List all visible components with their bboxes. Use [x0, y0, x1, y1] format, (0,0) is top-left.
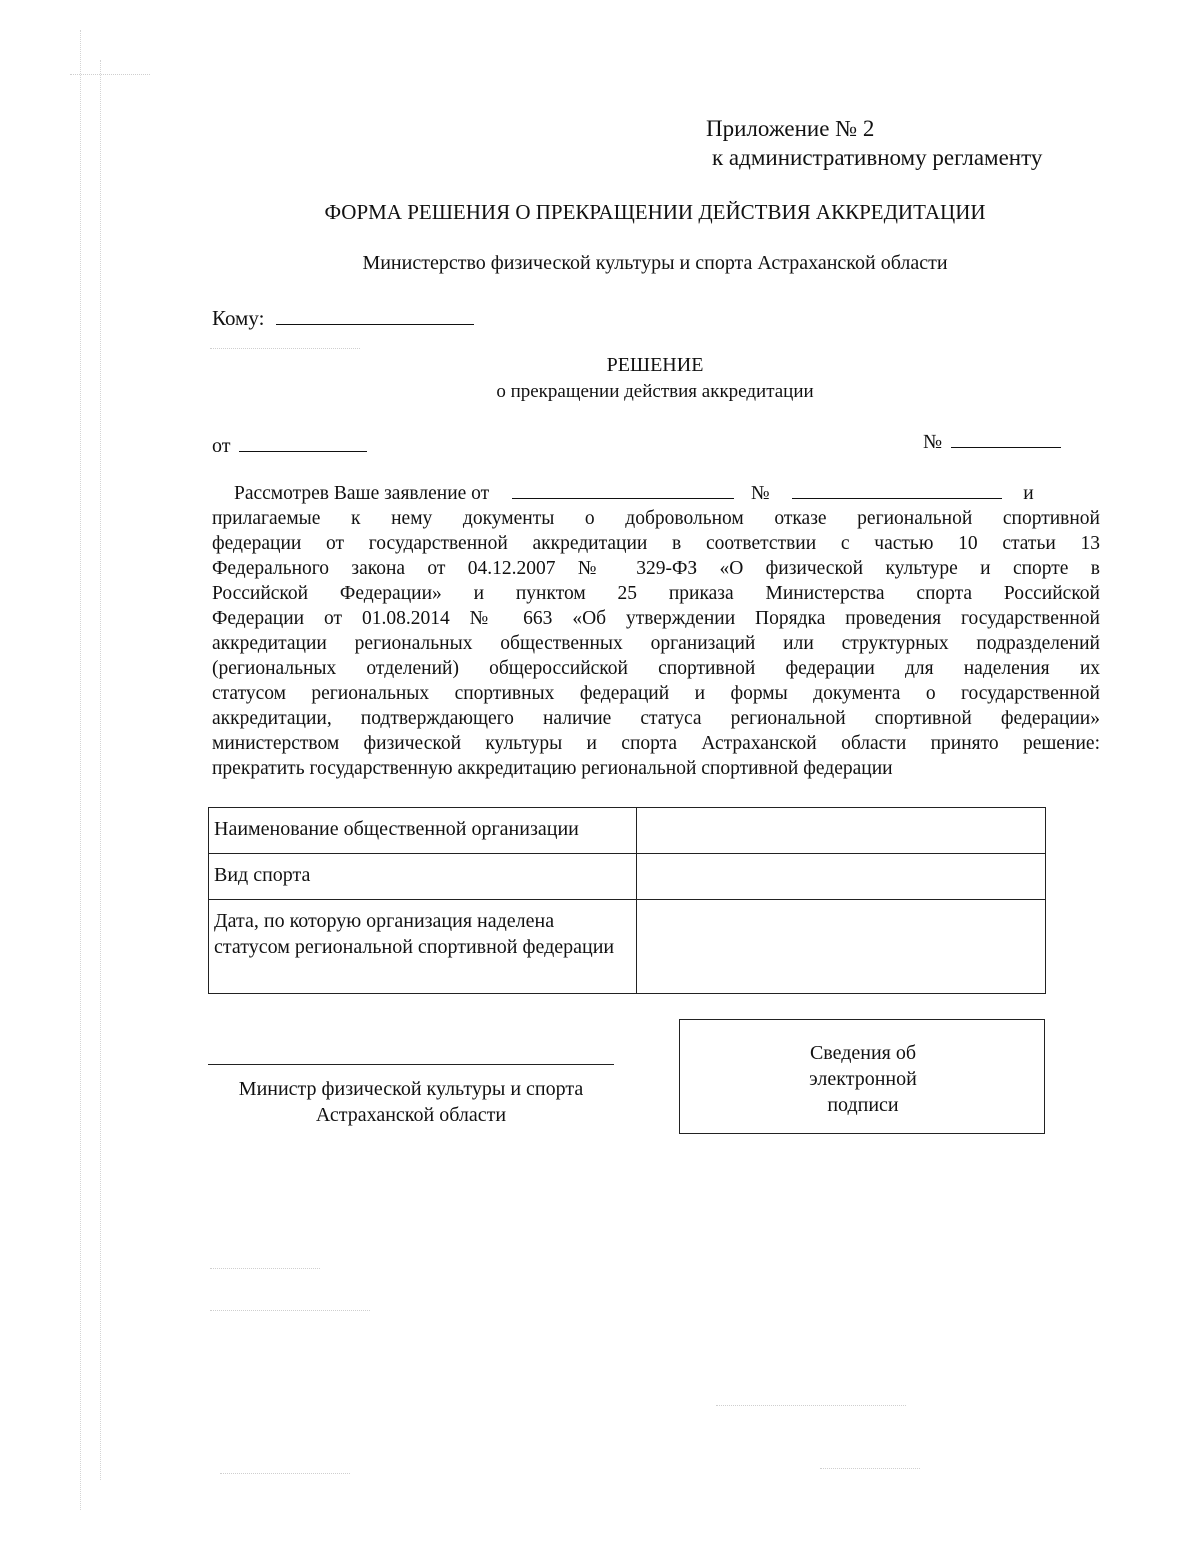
decision-title: РЕШЕНИЕ	[606, 354, 704, 376]
minister-title-line1: Министр физической культуры и спорта	[238, 1078, 584, 1100]
scan-noise	[210, 1310, 370, 1311]
scan-noise	[220, 1473, 350, 1474]
form-title: ФОРМА РЕШЕНИЯ О ПРЕКРАЩЕНИИ ДЕЙСТВИЯ АККРЕДИТАЦИИ	[324, 200, 986, 224]
electronic-signature-text: Сведения об электронной подписи	[809, 1042, 917, 1116]
table-row	[209, 854, 1046, 900]
scan-noise	[716, 1405, 906, 1406]
addressee-label: Кому:	[212, 306, 265, 330]
body-line: статусом региональных спортивных федераций и формы документа о государственной	[212, 683, 1100, 704]
table-value-cell[interactable]	[637, 854, 1046, 900]
number-label: №	[923, 431, 943, 453]
decision-number-line	[923, 431, 1061, 454]
body-line-first: Рассмотрев Ваше заявление от № и	[234, 483, 1034, 504]
body-line: Российской Федерации» и пунктом 25 приказа Министерства спорта Российской	[212, 583, 1100, 604]
body-line: федерации от государственной аккредитации в соответствии с частью 10 статьи 13	[212, 533, 1100, 554]
table-label-cell: Вид спорта	[209, 854, 637, 900]
application-date-blank	[512, 497, 734, 499]
scan-noise	[210, 1268, 320, 1269]
appendix-regulation: к административному регламенту	[712, 145, 1043, 170]
body-line: аккредитации региональных общественных организаций или структурных подразделений	[212, 633, 1100, 654]
scan-noise	[820, 1468, 920, 1469]
appendix-number: Приложение № 2	[706, 116, 875, 141]
table-label-cell: Наименование общественной организации	[209, 808, 637, 854]
minister-title	[208, 1076, 614, 1128]
table-label-cell: Дата, по которую организация наделена статусом региональной спортивной федерации	[209, 900, 637, 994]
body-line: аккредитации, подтверждающего наличие статуса региональной спортивной федерации»	[212, 708, 1100, 729]
body-line: (региональных отделений) общероссийской спортивной федерации для наделения их	[212, 658, 1100, 679]
decision-subtitle: о прекращении действия аккредитации	[496, 381, 814, 402]
addressee-blank	[276, 323, 474, 325]
scan-noise	[70, 74, 150, 75]
signature-line	[208, 1064, 614, 1065]
body-line: Федерации от 01.08.2014 № 663 «Об утверждении Порядка проведения государственной	[212, 608, 1100, 629]
body-line: прилагаемые к нему документы о добровольном отказе региональной спортивной	[212, 508, 1100, 529]
ministry-name: Министерство физической культуры и спорта Астраханской области	[362, 252, 948, 274]
minister-title-line2: Астраханской области	[315, 1104, 507, 1126]
organization-info-table	[208, 807, 1046, 994]
addressee-line	[212, 306, 474, 331]
body-line-last: прекратить государственную аккредитацию региональной спортивной федерации	[212, 758, 893, 779]
body-line: министерством физической культуры и спорта Астраханской области принято решение:	[212, 733, 1100, 754]
application-number-blank	[792, 497, 1002, 499]
table-value-cell[interactable]	[637, 900, 1046, 994]
date-blank	[239, 450, 367, 452]
scan-noise	[210, 348, 360, 349]
table-value-cell[interactable]	[637, 808, 1046, 854]
body-line: Федерального закона от 04.12.2007 № 329-ФЗ «О физической культуре и спорте в	[212, 558, 1100, 579]
decision-body	[212, 481, 1100, 781]
table-row	[209, 900, 1046, 994]
table-row	[209, 808, 1046, 854]
electronic-signature-box	[679, 1019, 1045, 1134]
date-label: от	[212, 435, 231, 457]
number-blank	[951, 446, 1061, 448]
decision-date-line	[212, 435, 367, 458]
